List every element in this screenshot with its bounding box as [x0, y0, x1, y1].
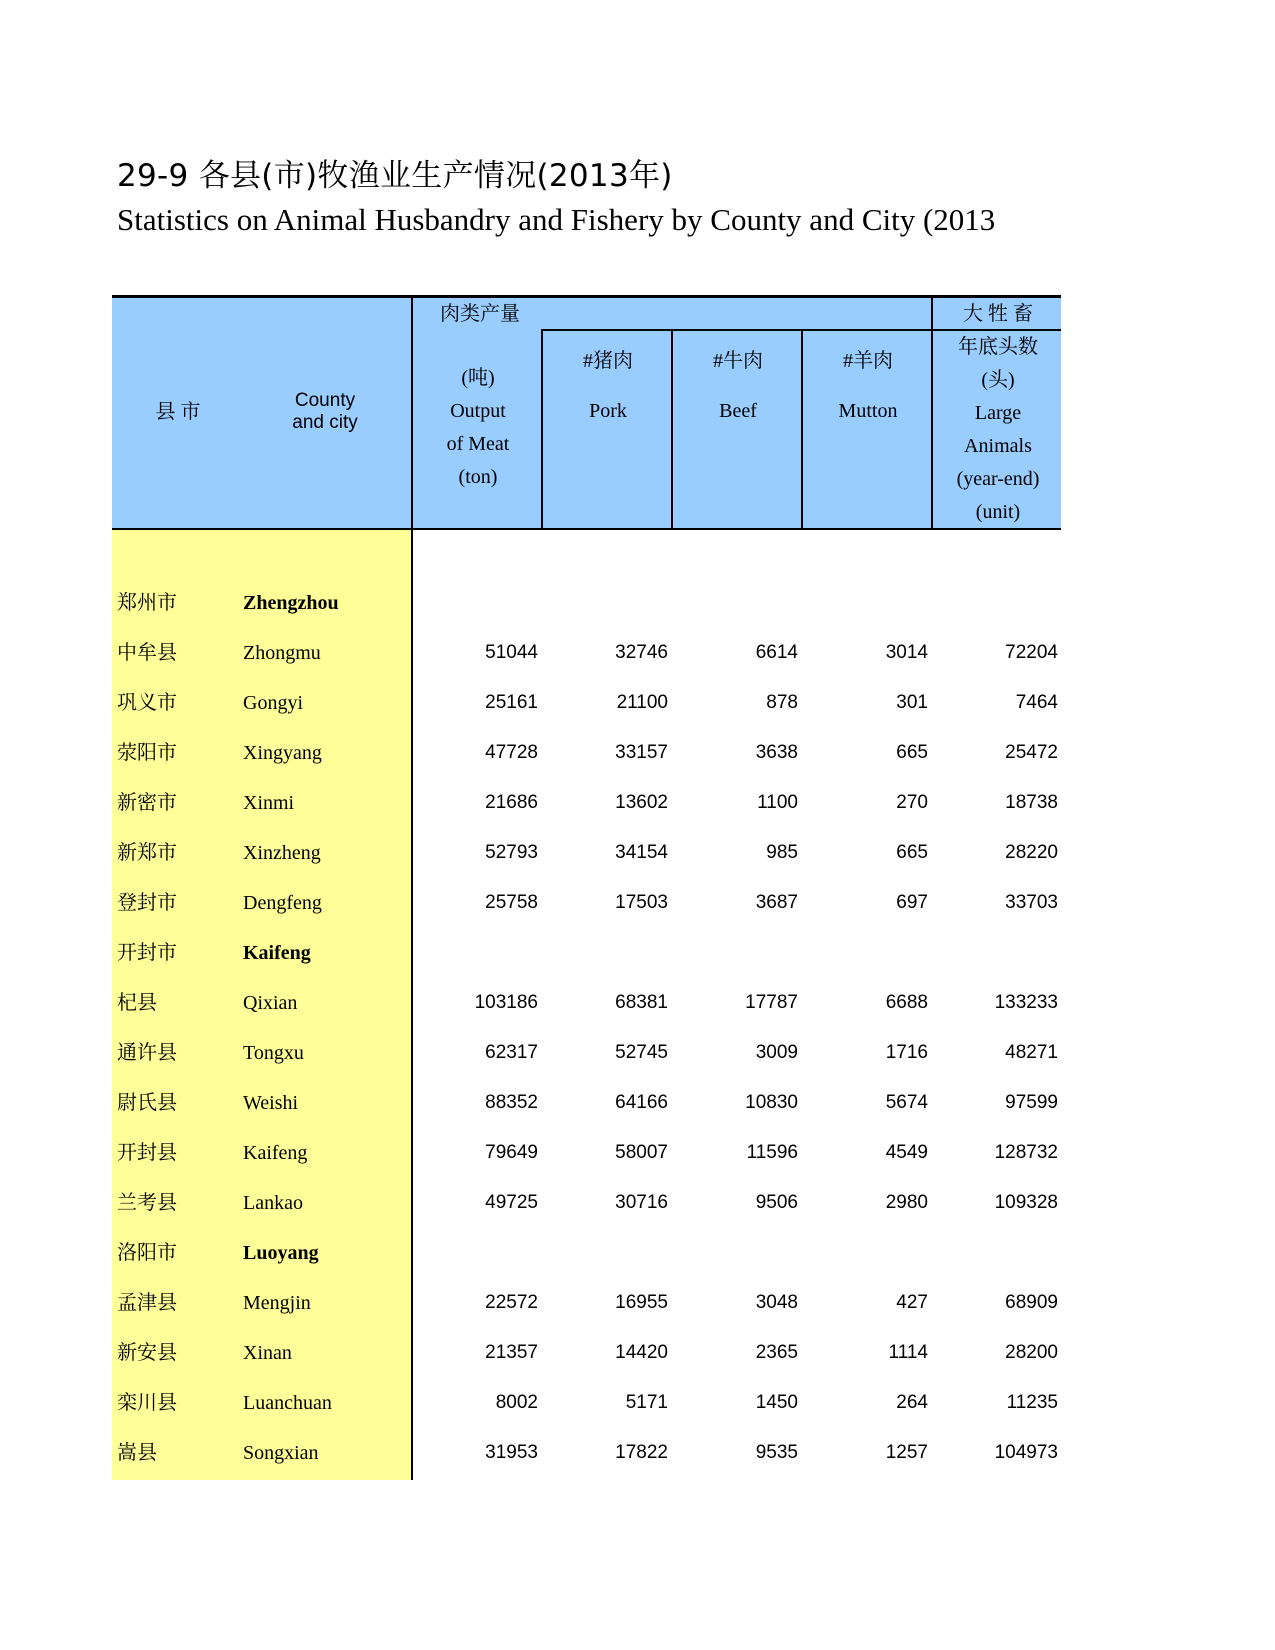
table-row: [0, 778, 1275, 828]
page-title-en: Statistics on Animal Husbandry and Fishery by County and City (2013: [117, 202, 996, 237]
beef-value: 10830: [745, 1092, 798, 1113]
pork-value: 21100: [616, 692, 668, 713]
beef-value: 2365: [755, 1342, 798, 1363]
header-large-en-3: (year-end): [956, 468, 1040, 490]
header-large-en-1: Large: [974, 402, 1022, 424]
mutton-value: 1716: [885, 1042, 928, 1063]
pork-value: 52745: [615, 1042, 668, 1063]
large-animals-value: 104973: [994, 1442, 1058, 1463]
county-cn: 开封县: [117, 1142, 177, 1164]
pork-value: 32746: [615, 642, 668, 663]
pork-value: 5171: [625, 1392, 668, 1413]
county-cn: 嵩县: [117, 1442, 157, 1464]
table-row: [0, 928, 1275, 978]
beef-value: 9506: [755, 1192, 798, 1213]
meat-value: 47728: [485, 742, 538, 763]
header-mutton-en: Mutton: [838, 400, 898, 422]
large-animals-value: 109328: [994, 1192, 1058, 1213]
table-row: [0, 1028, 1275, 1078]
page-title-cn: 29-9 各县(市)牧渔业生产情况(2013年): [117, 158, 673, 194]
header-large-en-4: (unit): [975, 501, 1021, 523]
county-cn: 登封市: [117, 892, 177, 914]
meat-value: 79649: [485, 1142, 538, 1163]
county-cn: 杞县: [117, 992, 157, 1014]
beef-value: 878: [766, 692, 798, 713]
county-en: Luoyang: [243, 1242, 319, 1264]
header-pork-en: Pork: [589, 400, 627, 422]
large-animals-value: 68909: [1005, 1292, 1058, 1313]
pork-column-divider: [541, 330, 543, 529]
mutton-value: 1114: [888, 1342, 928, 1363]
meat-value: 49725: [485, 1192, 538, 1213]
county-en: Tongxu: [243, 1042, 304, 1064]
pork-value: 58007: [615, 1142, 668, 1163]
county-en: Luanchuan: [243, 1392, 332, 1414]
beef-value: 6614: [755, 642, 798, 663]
pork-value: 34154: [615, 842, 668, 863]
beef-value: 11596: [746, 1142, 798, 1163]
mutton-value: 427: [896, 1292, 928, 1313]
county-en: Qixian: [243, 992, 298, 1014]
mutton-column-divider: [801, 330, 803, 529]
meat-value: 31953: [485, 1442, 538, 1463]
large-animals-value: 97599: [1005, 1092, 1058, 1113]
county-cn: 荥阳市: [117, 742, 177, 764]
pork-value: 64166: [615, 1092, 668, 1113]
pork-value: 16955: [615, 1292, 668, 1313]
header-county-en-2: and city: [292, 412, 358, 433]
county-en: Weishi: [243, 1092, 299, 1114]
county-en: Xinan: [243, 1342, 292, 1364]
meat-value: 25758: [485, 892, 538, 913]
county-cn: 新密市: [117, 792, 177, 814]
beef-value: 17787: [745, 992, 798, 1013]
county-en: Lankao: [243, 1192, 303, 1214]
large-animals-value: 28220: [1005, 842, 1058, 863]
county-cn: 兰考县: [117, 1192, 177, 1214]
large-animals-value: 18738: [1005, 792, 1058, 813]
table-row: [0, 828, 1275, 878]
county-cn: 郑州市: [117, 592, 177, 614]
meat-value: 103186: [474, 992, 538, 1013]
large-animals-value: 72204: [1005, 642, 1058, 663]
table-row: [0, 678, 1275, 728]
pork-value: 14420: [615, 1342, 668, 1363]
beef-value: 1100: [757, 792, 798, 813]
meat-value: 21357: [485, 1342, 538, 1363]
county-cn: 巩义市: [117, 692, 177, 714]
table-row: [0, 1378, 1275, 1428]
header-county-cn: 县 市: [155, 401, 201, 423]
large-animals-value: 25472: [1005, 742, 1058, 763]
county-en: Xinmi: [243, 792, 295, 814]
table-row: [0, 1278, 1275, 1328]
large-animals-value: 7464: [1015, 692, 1058, 713]
header-large-cn-2: 年底头数: [958, 336, 1038, 358]
header-bottom-border: [112, 528, 1061, 530]
mutton-value: 2980: [885, 1192, 928, 1213]
county-en: Kaifeng: [243, 942, 311, 964]
meat-value: 52793: [485, 842, 538, 863]
meat-value: 51044: [485, 642, 538, 663]
table-row: [0, 1228, 1275, 1278]
county-cn: 中牟县: [117, 642, 177, 664]
county-cn: 孟津县: [117, 1292, 177, 1314]
county-en: Kaifeng: [243, 1142, 308, 1164]
header-large-cn-1: 大 牲 畜: [963, 303, 1033, 325]
large-animals-value: 128732: [994, 1142, 1058, 1163]
table-row: [0, 1078, 1275, 1128]
beef-value: 3048: [755, 1292, 798, 1313]
large-animals-value: 33703: [1005, 892, 1058, 913]
mutton-value: 1257: [885, 1442, 928, 1463]
mutton-value: 270: [896, 792, 928, 813]
beef-value: 9535: [755, 1442, 798, 1463]
county-en: Zhongmu: [243, 642, 321, 664]
pork-value: 17503: [615, 892, 668, 913]
meat-value: 62317: [485, 1042, 538, 1063]
table-row: [0, 1128, 1275, 1178]
county-en: Gongyi: [243, 692, 303, 714]
meat-value: 8002: [495, 1392, 538, 1413]
county-cn: 新郑市: [117, 842, 177, 864]
large-animals-value: 28200: [1005, 1342, 1058, 1363]
header-large-en-2: Animals: [964, 435, 1032, 457]
mutton-value: 6688: [885, 992, 928, 1013]
table-row: [0, 878, 1275, 928]
county-en: Songxian: [243, 1442, 319, 1464]
mutton-value: 697: [896, 892, 928, 913]
large-animals-value: 11235: [1006, 1392, 1058, 1413]
mutton-value: 264: [896, 1392, 928, 1413]
beef-column-divider: [671, 330, 673, 529]
large-animals-value: 48271: [1005, 1042, 1058, 1063]
county-en: Zhengzhou: [243, 592, 339, 614]
county-cn: 新安县: [117, 1342, 177, 1364]
beef-value: 1450: [755, 1392, 798, 1413]
header-pork-cn: #猪肉: [583, 350, 633, 372]
header-meat-en-3: (ton): [458, 466, 498, 488]
pork-value: 13602: [615, 792, 668, 813]
header-top-border: [112, 295, 1061, 298]
table-row: [0, 978, 1275, 1028]
county-cn: 通许县: [117, 1042, 177, 1064]
pork-value: 33157: [615, 742, 668, 763]
county-cn: 洛阳市: [117, 1242, 177, 1264]
beef-value: 985: [766, 842, 798, 863]
header-beef-cn: #牛肉: [713, 350, 763, 372]
meat-value: 21686: [485, 792, 538, 813]
county-en: Dengfeng: [243, 892, 322, 914]
header-meat-en-2: of Meat: [446, 433, 510, 455]
pork-value: 68381: [615, 992, 668, 1013]
county-cn: 尉氏县: [117, 1092, 177, 1114]
pork-value: 30716: [615, 1192, 668, 1213]
header-county-en-1: County: [294, 390, 356, 411]
table-row: [0, 728, 1275, 778]
county-en: Mengjin: [243, 1292, 311, 1314]
mutton-value: 5674: [885, 1092, 928, 1113]
meat-value: 22572: [485, 1292, 538, 1313]
mutton-value: 4549: [885, 1142, 928, 1163]
header-large-cn-3: (头): [981, 369, 1015, 391]
table-row: [0, 1428, 1275, 1478]
county-cn: 栾川县: [117, 1392, 177, 1414]
table-row: [0, 1328, 1275, 1378]
header-mutton-cn: #羊肉: [843, 350, 893, 372]
table-row: [0, 628, 1275, 678]
mutton-value: 665: [896, 742, 928, 763]
beef-value: 3638: [755, 742, 798, 763]
meat-value: 25161: [485, 692, 538, 713]
header-meat-cn: 肉类产量: [440, 303, 520, 325]
table-row: [0, 1178, 1275, 1228]
table-row: [0, 578, 1275, 628]
beef-value: 3009: [755, 1042, 798, 1063]
county-en: Xinzheng: [243, 842, 321, 864]
pork-value: 17822: [615, 1442, 668, 1463]
large-animals-value: 133233: [994, 992, 1058, 1013]
header-meat-en-1: Output: [450, 400, 506, 422]
county-cn: 开封市: [117, 942, 177, 964]
mutton-value: 301: [896, 692, 928, 713]
meat-value: 88352: [485, 1092, 538, 1113]
mutton-value: 665: [896, 842, 928, 863]
header-beef-en: Beef: [719, 400, 757, 422]
header-meat-unit-cn: (吨): [461, 367, 495, 389]
county-en: Xingyang: [243, 742, 322, 764]
mutton-value: 3014: [885, 642, 928, 663]
beef-value: 3687: [755, 892, 798, 913]
